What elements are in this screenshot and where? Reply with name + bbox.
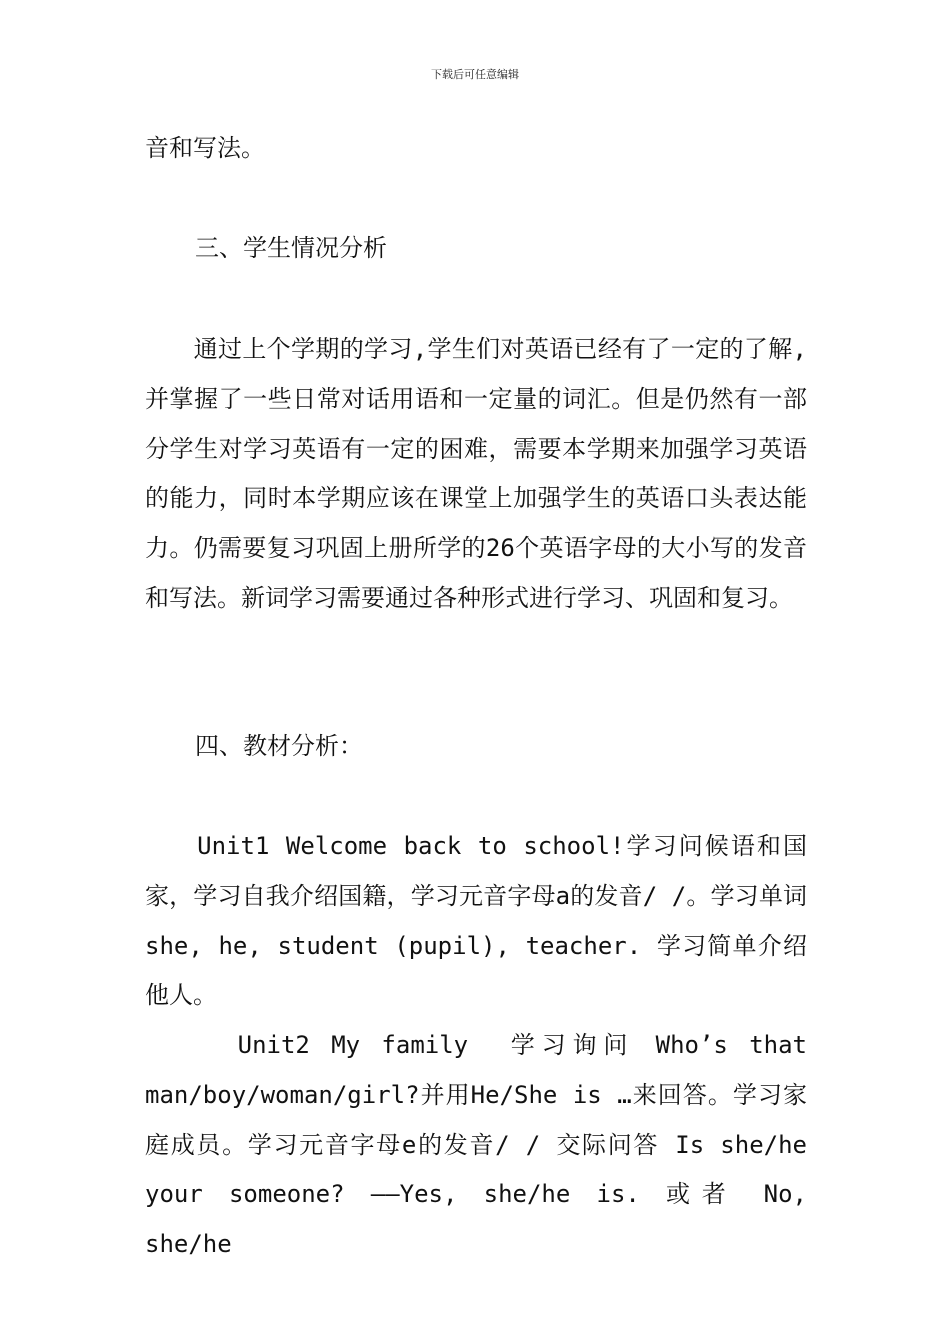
paragraph-continuation: 音和写法。 [145, 134, 265, 162]
paragraph-unit1: Unit1 Welcome back to school!学习问候语和国家，学习自我介绍国籍，学习元音字母a的发音/ /。学习单词she, he, student (pupil), teacher. 学习简单介绍他人。 [145, 832, 807, 1010]
section-heading-student-analysis: 三、学生情况分析 [195, 234, 387, 262]
paragraph-unit2: Unit2 My family 学习询问 Who’s that man/boy/woman/girl?并用He/She is …来回答。学习家庭成员。学习元音字母e的发音/ / 交际问答 Is she/he your someone? ——Yes, she/he is. 或者 No, she/he [145, 1031, 822, 1259]
paragraph-student-analysis: 通过上个学期的学习,学生们对英语已经有了一定的了解,并掌握了一些日常对话用语和一定量的词汇。但是仍然有一部分学生对学习英语有一定的困难，需要本学期来加强学习英语的能力，同时本学期应该在课堂上加强学生的英语口头表达能力。仍需要复习巩固上册所学的26个英语字母的大小写的发音和写法。新词学习需要通过各种形式进行学习、巩固和复习。 [145, 335, 807, 612]
section-heading-textbook-analysis: 四、教材分析： [195, 732, 363, 760]
page-header: 下载后可任意编辑 [431, 68, 519, 81]
